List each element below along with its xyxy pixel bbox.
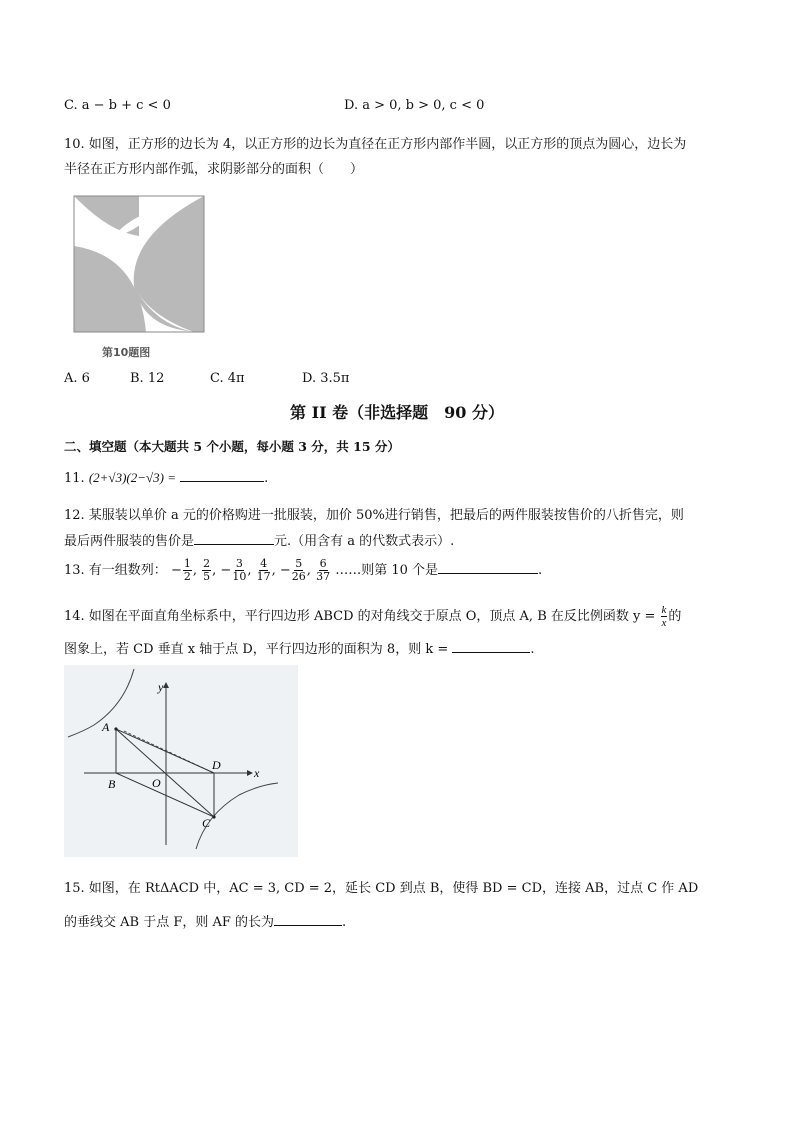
- q12-text-line2b: 元.（用含有 a 的代数式表示）.: [274, 534, 455, 549]
- q15-text-line2b: .: [342, 915, 347, 930]
- q15-answer-blank[interactable]: [274, 913, 342, 926]
- q12-text-line1: 12. 某服装以单价 a 元的价格购进一批服装，加价 50%进行销售，把最后的两件服装按售价的八折售完，则: [64, 508, 684, 523]
- q9-option-c: C. a − b + c < 0: [64, 98, 171, 113]
- q14-figure: [64, 665, 298, 857]
- q13-answer-blank[interactable]: [438, 561, 538, 574]
- q14-label-d: D: [212, 758, 221, 772]
- q14-label-c: C: [202, 816, 211, 830]
- q14-text-line2a: 图象上，若 CD 垂直 x 轴于点 D，平行四边形的面积为 8，则 k =: [64, 642, 449, 657]
- q11-end: .: [264, 471, 269, 486]
- q13: [64, 558, 542, 583]
- q10-option-c: C. 4π: [210, 371, 245, 386]
- q14-text-line1b: 的: [668, 609, 682, 624]
- q14-text-line1a: 14. 如图在平面直角坐标系中，平行四边形 ABCD 的对角线交于原点 O，顶点 A, B 在反比例函数 y =: [64, 609, 656, 624]
- q14-label-y: y: [158, 680, 164, 694]
- q9-option-d: D. a > 0, b > 0, c < 0: [344, 98, 485, 113]
- q14-fraction-k-over-x: $\frac{k}{x}$: [661, 604, 667, 629]
- q10-figure: [70, 192, 210, 364]
- q12-line2: [64, 530, 454, 549]
- q13-term-5: − $\frac{5}{26}$ ,: [279, 557, 311, 583]
- q14-answer-blank[interactable]: [452, 640, 530, 653]
- q13-suffix: ……则第 10 个是: [335, 563, 439, 578]
- section-fill-in-heading: 二、填空题（本大题共 5 个小题，每小题 3 分，共 15 分）: [64, 439, 400, 454]
- q11-number: 11.: [64, 471, 85, 486]
- q10-text-line2: 半径在正方形内部作弧，求阴影部分的面积（ ）: [64, 162, 364, 177]
- q13-term-1: − $\frac{1}{2}$ ,: [170, 557, 197, 583]
- q14-text-line2b: .: [530, 642, 535, 657]
- q11-expression: (2+√3)(2−√3) =: [88, 470, 176, 485]
- q13-term-4: $\frac{4}{17}$ ,: [256, 557, 276, 583]
- q13-term-6: $\frac{6}{37}$: [316, 557, 331, 583]
- q14-label-b: B: [108, 777, 116, 791]
- q13-end: .: [538, 563, 543, 578]
- q14-label-x: x: [254, 766, 260, 780]
- q11-answer-blank[interactable]: [180, 469, 264, 482]
- q10-option-b: B. 12: [130, 371, 165, 386]
- q10-option-d: D. 3.5π: [302, 371, 350, 386]
- q12-text-line2a: 最后两件服装的售价是: [64, 534, 195, 549]
- q10-square-diagram: [70, 192, 210, 364]
- q13-prefix: 13. 有一组数列：: [64, 563, 167, 578]
- q13-term-3: − $\frac{3}{10}$ ,: [220, 557, 252, 583]
- q15-text-line2a: 的垂线交 AB 于点 F，则 AF 的长为: [64, 915, 275, 930]
- part2-title: 第 II 卷（非选择题 90 分）: [290, 403, 504, 422]
- q15-text-line1: 15. 如图，在 RtΔACD 中，AC = 3, CD = 2，延长 CD 到点 B，使得 BD = CD，连接 AB，过点 C 作 AD: [64, 881, 699, 896]
- q10-text-line1: 10. 如图，正方形的边长为 4，以正方形的边长为直径在正方形内部作半圆，以正方形的顶点为圆心，边长为: [64, 137, 687, 152]
- q10-option-a: A. 6: [64, 371, 90, 386]
- q14-line2: [64, 638, 535, 657]
- q11: [64, 469, 268, 486]
- q13-term-2: $\frac{2}{5}$ ,: [203, 557, 217, 583]
- q14-coordinate-diagram: [64, 665, 298, 857]
- q15-line2: [64, 911, 346, 930]
- q10-figure-caption: 第10题图: [102, 346, 151, 359]
- q14-line1: [64, 604, 681, 629]
- q14-label-o: O: [152, 776, 161, 790]
- q12-answer-blank[interactable]: [194, 532, 274, 545]
- q14-label-a: A: [102, 720, 110, 734]
